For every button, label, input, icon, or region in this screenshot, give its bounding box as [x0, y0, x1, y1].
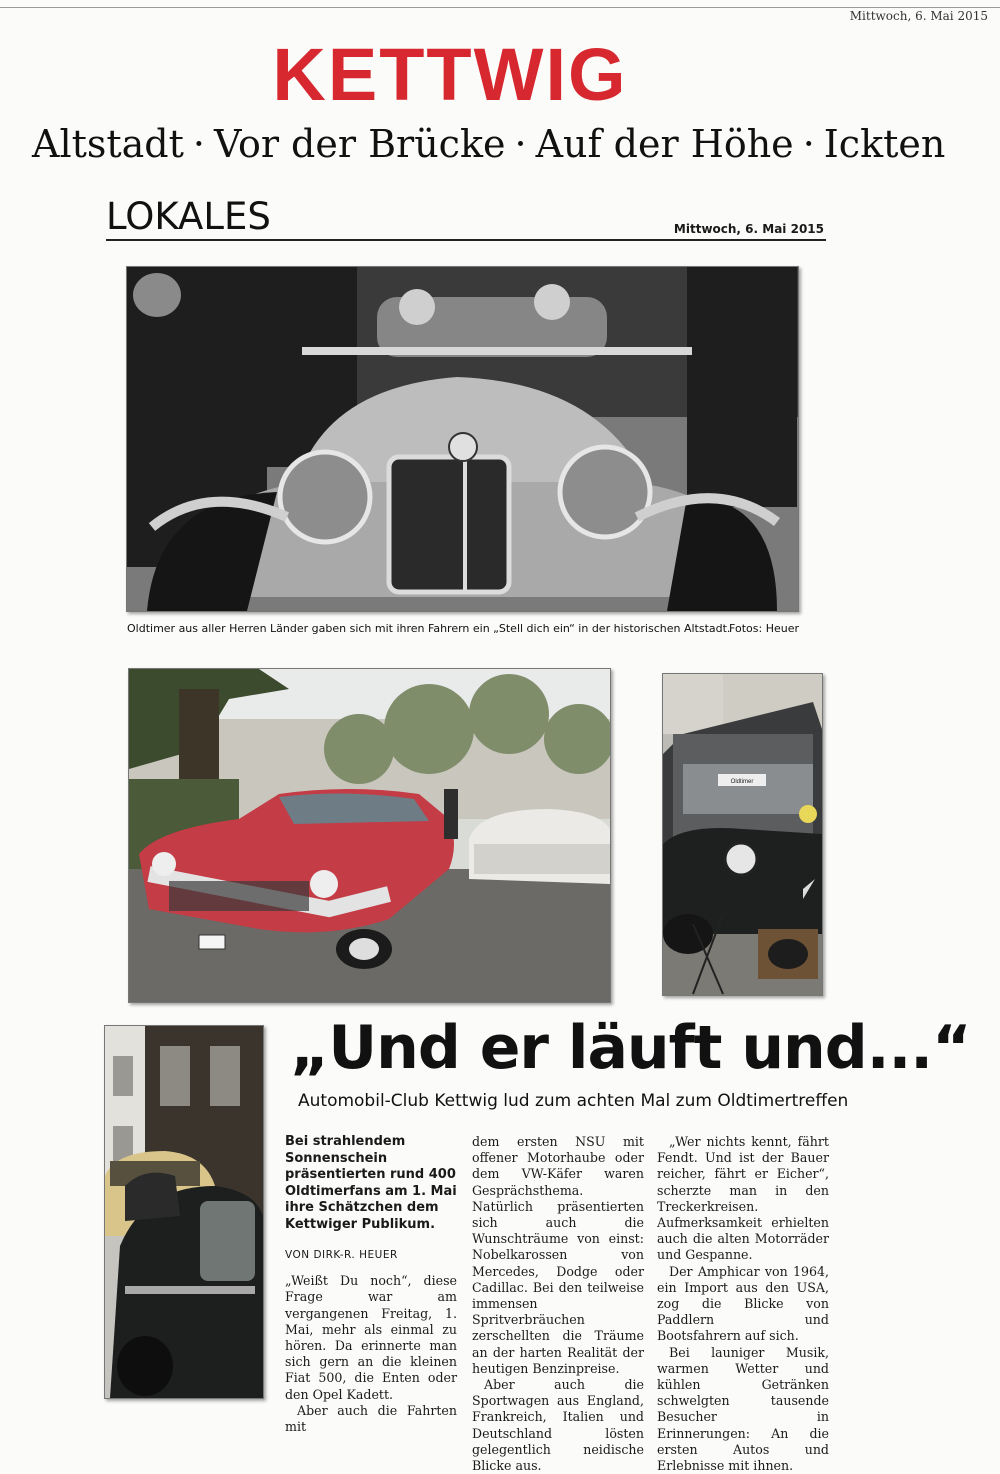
district-line — [32, 124, 945, 166]
separator-dot: · — [192, 122, 205, 166]
district-name: Ickten — [823, 122, 946, 166]
article-paragraph: Aber auch die Sportwagen aus England, Frankreich, Italien und Deutschland lösten gelegentlich neidische Blicke aus. — [472, 1377, 644, 1474]
article-column-1 — [285, 1134, 457, 1435]
top-rule — [0, 7, 1000, 8]
article-paragraph: „Weißt Du noch“, diese Frage war am vergangenen Freitag, 1. Mai, mehr als einmal zu hören. Da erinnerte man sich gern an die kleinen Fiat 500, die Enten oder den Opel Kadett. — [285, 1273, 457, 1402]
article-lead: Bei strahlendem Sonnenschein präsentierten rund 400 Oldtimerfans am 1. Mai ihre Schätzchen dem Kettwiger Publikum. — [285, 1134, 457, 1232]
article-paragraph: Der Amphicar von 1964, ein Import aus den USA, zog die Blicke von Paddlern und Bootsfahrern auf sich. — [657, 1263, 829, 1344]
page-date: Mittwoch, 6. Mai 2015 — [849, 9, 988, 23]
photo-red-cadillac — [128, 668, 611, 1003]
separator-dot: · — [514, 122, 527, 166]
masthead-title: KETTWIG — [272, 33, 628, 116]
separator-dot: · — [802, 122, 815, 166]
photo-street-cars — [104, 1025, 264, 1399]
article-column-2 — [472, 1134, 644, 1474]
photo-citroen-2cv — [662, 673, 823, 996]
district-name: Altstadt — [32, 122, 184, 166]
article-paragraph: dem ersten NSU mit offener Motorhaube oder dem VW-Käfer waren Gesprächsthema. Natürlich präsentierten sich auch die Wunschträume von einst: Nobelkarossen von Mercedes, Dodge oder Cadillac. Bei den teilweise immensen Spritverbräuchen zerschellten die Träume an der harten Realität der heutigen Benzinpreise. — [472, 1134, 644, 1376]
article-column-3 — [657, 1134, 829, 1474]
car-sign-text: Oldtimer — [730, 779, 754, 785]
photo-credit: Fotos: Heuer — [729, 622, 799, 635]
section-rule — [106, 239, 826, 241]
article-paragraph: Bei launiger Musik, warmen Wetter und kühlen Getränken schwelgten tausende Besucher in Erinnerungen: An die ersten Autos und Erlebnisse mit ihnen. — [657, 1344, 829, 1474]
section-date: Mittwoch, 6. Mai 2015 — [673, 222, 824, 236]
article-headline: „Und er läuft und...“ — [290, 1013, 971, 1083]
article-author: VON DIRK-R. HEUER — [285, 1249, 398, 1261]
photo-mg-roadster — [126, 266, 799, 612]
article-paragraph: „Wer nichts kennt, fährt Fendt. Und ist der Bauer reicher, fährt er Eicher“, scherzte man in den Treckerkreisen. Aufmerksamkeit erhielten auch die alten Motorräder und Gespanne. — [657, 1134, 829, 1263]
district-name: Vor der Brücke — [213, 122, 506, 166]
district-name: Auf der Höhe — [535, 122, 794, 166]
caption-text: Oldtimer aus aller Herren Länder gaben sich mit ihren Fahrern ein „Stell dich ein“ in der historischen Altstadt. — [127, 622, 731, 635]
article-subhead: Automobil-Club Kettwig lud zum achten Mal zum Oldtimertreffen — [298, 1091, 849, 1111]
section-title: LOKALES — [106, 195, 271, 238]
photo-caption — [127, 622, 799, 635]
article-paragraph: Aber auch die Fahrten mit — [285, 1402, 457, 1435]
